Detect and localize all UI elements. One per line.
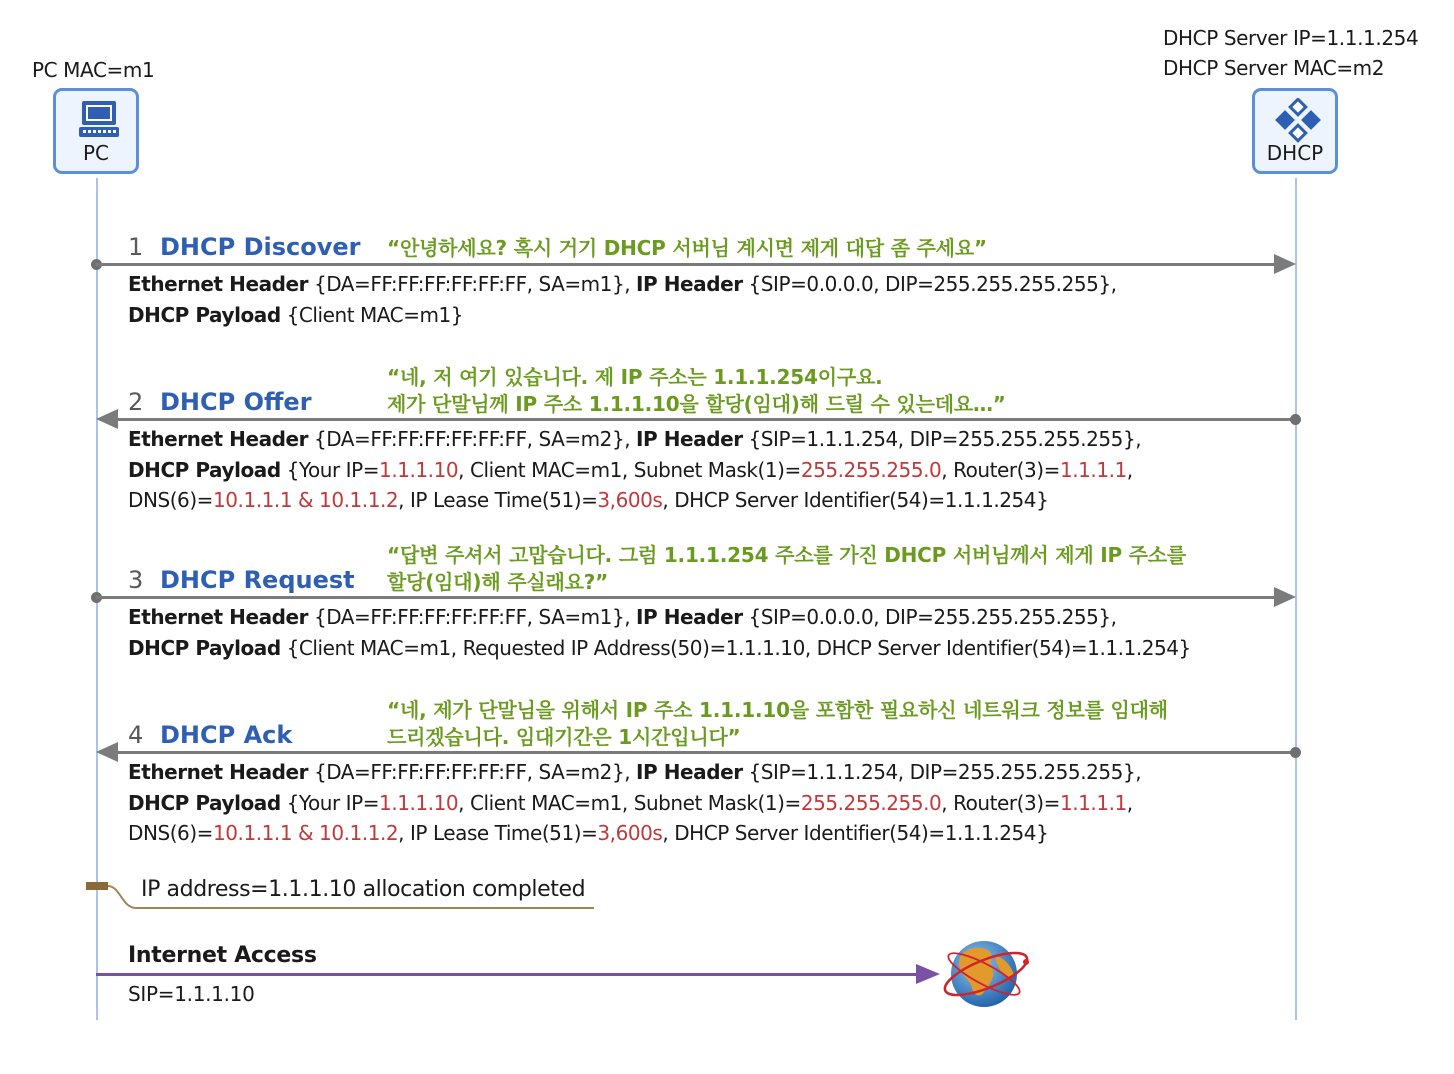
- msg2-your-ip: 1.1.1.10: [379, 457, 459, 482]
- msg4-dns: 10.1.1.1 & 10.1.1.2: [213, 821, 399, 845]
- internet-arrowhead: [916, 964, 940, 984]
- msg3-title: [128, 566, 355, 594]
- server-ip-label: DHCP Server IP=1.1.1.254: [1163, 26, 1419, 50]
- msg3-quote-line1: “답변 주셔서 고맙습니다. 그럼 1.1.1.254 주소를 가진 DHCP 서버님께서 제게 IP 주소를: [387, 543, 1187, 567]
- msg4-eth-text: {DA=FF:FF:FF:FF:FF:FF, SA=m2},: [313, 760, 637, 784]
- msg2-title: [128, 388, 312, 416]
- msg3-arrowhead: [1274, 587, 1296, 607]
- msg2-start-dot: [1290, 414, 1301, 425]
- msg3-payload-label: DHCP Payload: [128, 635, 281, 660]
- msg4-quote-line2: 드리겠습니다. 임대기간은 1시간입니다”: [387, 725, 741, 749]
- msg1-eth-text: {DA=FF:FF:FF:FF:FF:FF, SA=m1},: [313, 272, 637, 296]
- msg2-dns: 10.1.1.1 & 10.1.1.2: [213, 488, 399, 512]
- msg2-name: DHCP Offer: [160, 388, 312, 416]
- dhcp-server-node: [1252, 88, 1338, 174]
- msg2-payload-part: DNS(6)=: [128, 488, 213, 512]
- msg2-payload-label: DHCP Payload: [128, 457, 281, 482]
- msg3-arrow: [96, 596, 1274, 599]
- msg3-quote: [387, 542, 1186, 596]
- internet-sip: SIP=1.1.1.10: [128, 982, 255, 1006]
- msg4-quote-line1: “네, 제가 단말님을 위해서 IP 주소 1.1.1.10을 포함한 필요하신 네트워크 정보를 임대해: [387, 698, 1168, 722]
- msg1-title: [128, 233, 360, 261]
- internet-arrow: [96, 973, 918, 976]
- msg4-start-dot: [1290, 747, 1301, 758]
- msg3-ip-label: IP Header: [636, 605, 743, 629]
- msg4-payload-part: , Client MAC=m1, Subnet Mask(1)=: [458, 790, 801, 815]
- msg1-payload-label: DHCP Payload: [128, 302, 281, 327]
- msg4-title: [128, 721, 292, 749]
- msg1-arrow: [96, 263, 1274, 266]
- msg2-eth-label: Ethernet Header: [128, 427, 309, 451]
- msg1-arrowhead: [1274, 254, 1296, 274]
- msg1-eth-label: Ethernet Header: [128, 272, 309, 296]
- msg2-payload-part: , Client MAC=m1, Subnet Mask(1)=: [458, 457, 801, 482]
- msg3-number: 3: [128, 566, 144, 594]
- msg1-ip-label: IP Header: [636, 272, 743, 296]
- msg4-arrowhead: [96, 742, 118, 762]
- msg4-payload-part: ,: [1126, 790, 1133, 815]
- msg3-quote-line2: 할당(임대)해 주실래요?”: [387, 570, 609, 594]
- msg1-name: DHCP Discover: [160, 233, 361, 261]
- msg2-payload-part: , DHCP Server Identifier(54)=1.1.1.254}: [662, 488, 1049, 512]
- msg2-arrowhead: [96, 409, 118, 429]
- msg4-quote: [387, 697, 1168, 751]
- msg4-payload-part: , Router(3)=: [941, 790, 1060, 815]
- dhcp-server-icon: [1273, 98, 1323, 144]
- msg4-name: DHCP Ack: [160, 721, 293, 749]
- msg2-payload-part: , Router(3)=: [941, 457, 1060, 482]
- dhcp-caption: DHCP: [1266, 141, 1324, 165]
- msg4-your-ip: 1.1.1.10: [379, 790, 459, 815]
- pc-node: [53, 88, 139, 174]
- pc-mac-label: PC MAC=m1: [32, 58, 155, 82]
- msg4-router: 1.1.1.1: [1059, 790, 1127, 815]
- msg4-arrow: [118, 751, 1295, 754]
- msg2-quote-line2: 제가 단말님께 IP 주소 1.1.1.10을 할당(임대)해 드릴 수 있는데요…”: [387, 392, 1006, 416]
- msg2-payload-part: , IP Lease Time(51)=: [398, 488, 598, 512]
- msg2-arrow: [118, 418, 1295, 421]
- msg2-quote-line1: “네, 저 여기 있습니다. 제 IP 주소는 1.1.1.254이구요.: [387, 365, 883, 389]
- msg2-ip-text: {SIP=1.1.1.254, DIP=255.255.255.255},: [748, 427, 1142, 451]
- msg2-payload-part: ,: [1126, 457, 1133, 482]
- msg4-details: [128, 757, 1141, 849]
- msg2-eth-text: {DA=FF:FF:FF:FF:FF:FF, SA=m2},: [313, 427, 637, 451]
- msg2-payload-part: {Your IP=: [280, 457, 380, 482]
- msg4-number: 4: [128, 721, 144, 749]
- allocation-note: IP address=1.1.1.10 allocation completed: [141, 877, 586, 902]
- msg1-quote-line1: “안녕하세요? 혹시 거기 DHCP 서버님 계시면 제게 대답 좀 주세요”: [387, 236, 987, 260]
- msg4-subnet-mask: 255.255.255.0: [800, 790, 942, 815]
- msg2-quote: [387, 364, 1006, 418]
- msg2-router: 1.1.1.1: [1059, 457, 1127, 482]
- msg1-details: [128, 269, 1117, 330]
- msg4-payload-part: DNS(6)=: [128, 821, 213, 845]
- msg4-ip-label: IP Header: [636, 760, 743, 784]
- msg4-lease-time: 3,600s: [597, 821, 663, 845]
- msg3-payload-text: {Client MAC=m1, Requested IP Address(50)=1.1.1.10, DHCP Server Identifier(54)=1.1.1.254}: [286, 635, 1191, 660]
- globe-icon: [940, 936, 1032, 1012]
- msg2-details: [128, 424, 1141, 516]
- msg1-quote: [387, 235, 987, 262]
- msg3-details: [128, 602, 1191, 663]
- msg3-ip-text: {SIP=0.0.0.0, DIP=255.255.255.255},: [748, 605, 1117, 629]
- msg4-payload-part: {Your IP=: [280, 790, 380, 815]
- msg4-eth-label: Ethernet Header: [128, 760, 309, 784]
- msg4-payload-part: , DHCP Server Identifier(54)=1.1.1.254}: [662, 821, 1049, 845]
- msg4-ip-text: {SIP=1.1.1.254, DIP=255.255.255.255},: [748, 760, 1142, 784]
- msg1-payload-text: {Client MAC=m1}: [286, 302, 464, 327]
- msg3-eth-text: {DA=FF:FF:FF:FF:FF:FF, SA=m1},: [313, 605, 637, 629]
- msg2-number: 2: [128, 388, 144, 416]
- internet-access-label: Internet Access: [128, 943, 317, 968]
- msg1-ip-text: {SIP=0.0.0.0, DIP=255.255.255.255},: [748, 272, 1117, 296]
- pc-caption: PC: [82, 141, 110, 165]
- msg2-ip-label: IP Header: [636, 427, 743, 451]
- msg3-eth-label: Ethernet Header: [128, 605, 309, 629]
- server-mac-label: DHCP Server MAC=m2: [1163, 56, 1385, 80]
- msg2-lease-time: 3,600s: [597, 488, 663, 512]
- msg4-payload-label: DHCP Payload: [128, 790, 281, 815]
- msg3-name: DHCP Request: [160, 566, 355, 594]
- msg4-payload-part: , IP Lease Time(51)=: [398, 821, 598, 845]
- computer-icon: [76, 99, 122, 141]
- msg1-number: 1: [128, 233, 144, 261]
- msg2-subnet-mask: 255.255.255.0: [800, 457, 942, 482]
